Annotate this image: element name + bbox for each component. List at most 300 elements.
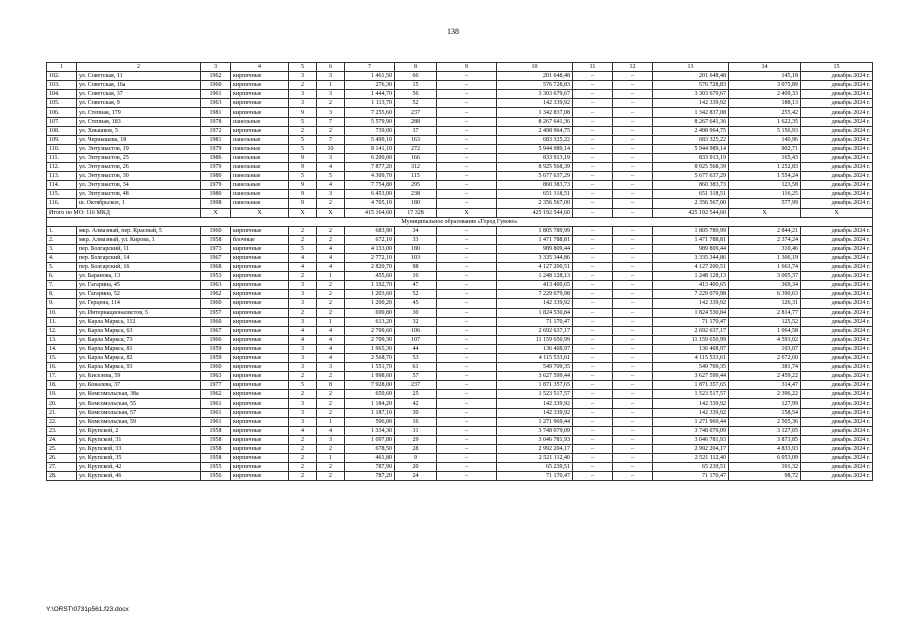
table-cell: – [437, 290, 497, 299]
table-cell: 4 [317, 253, 345, 262]
table-cell: – [613, 317, 653, 326]
table-cell: 140,96 [729, 135, 801, 144]
table-cell: – [613, 426, 653, 435]
table-cell: – [573, 181, 613, 190]
table-cell: – [437, 372, 497, 381]
table-cell: 1959 [201, 354, 231, 363]
table-cell: 1 342 837,08 [497, 108, 573, 117]
table-cell: 3 [317, 435, 345, 444]
table-cell: ул. Комсомольская, 55 [77, 399, 201, 408]
table-cell: 3 [317, 72, 345, 81]
table-cell: 833 913,19 [653, 153, 729, 162]
table-cell: – [573, 226, 613, 235]
table-row [47, 172, 873, 181]
table-cell: 2 992 204,17 [653, 444, 729, 453]
table-cell: – [573, 163, 613, 172]
total-cell: X [437, 208, 497, 217]
table-cell: 3 627 599,44 [497, 372, 573, 381]
table-cell: – [573, 344, 613, 353]
table-cell: 103 [395, 253, 437, 262]
table-cell: декабрь 2024 г. [801, 81, 873, 90]
table-cell: 3 303 679,67 [497, 90, 573, 99]
table-cell: 1960 [201, 363, 231, 372]
table-cell: 1 248 128,13 [497, 272, 573, 281]
table-cell: 1 805 789,99 [653, 226, 729, 235]
table-cell: 4 127 200,51 [497, 263, 573, 272]
table-cell: 2 820,70 [345, 263, 395, 272]
table-cell: панельные [231, 172, 289, 181]
table-cell: 739,00 [345, 126, 395, 135]
table-cell: ул. Карла Маркса, 73 [77, 335, 201, 344]
table-cell: 3 127,05 [729, 426, 801, 435]
table-cell: – [437, 326, 497, 335]
table-cell: 136 408,97 [497, 344, 573, 353]
table-cell: 2 [289, 390, 317, 399]
table-row [47, 226, 873, 235]
table-cell: 3 748 079,09 [653, 426, 729, 435]
total-cell: 425 192 544,60 [497, 208, 573, 217]
table-cell: 1959 [201, 344, 231, 353]
table-cell: 108. [47, 126, 77, 135]
table-cell: 5 944 989,14 [497, 144, 573, 153]
table-cell: кирпичные [231, 344, 289, 353]
table-cell: 2 [317, 390, 345, 399]
table-cell: – [573, 426, 613, 435]
table-cell: 1 [317, 454, 345, 463]
table-cell: 2 [289, 126, 317, 135]
table-cell: 902,71 [729, 144, 801, 153]
table-cell: 2 [317, 226, 345, 235]
table-cell: – [437, 235, 497, 244]
table-cell: 2 814,77 [729, 308, 801, 317]
table-cell: 8 267 641,36 [653, 117, 729, 126]
table-cell: 158,54 [729, 408, 801, 417]
table-cell: декабрь 2024 г. [801, 290, 873, 299]
table-cell: 1 184,20 [345, 399, 395, 408]
table-cell: 13. [47, 335, 77, 344]
table-cell: 3 873,85 [729, 435, 801, 444]
table-cell: 47 [395, 281, 437, 290]
table-cell: 4 115 533,61 [653, 354, 729, 363]
table-cell: – [573, 235, 613, 244]
table-cell: 8 141,10 [345, 144, 395, 153]
table-cell: панельные [231, 163, 289, 172]
table-cell: 1958 [201, 235, 231, 244]
table-cell: – [613, 190, 653, 199]
table-cell: 107. [47, 117, 77, 126]
table-row [47, 444, 873, 453]
table-cell: декабрь 2024 г. [801, 299, 873, 308]
table-cell: ул. Интернационалистов, 5 [77, 308, 201, 317]
table-cell: – [437, 463, 497, 472]
table-cell: панельные [231, 144, 289, 153]
table-cell: кирпичные [231, 299, 289, 308]
page-number: 138 [447, 27, 459, 36]
table-cell: панельные [231, 181, 289, 190]
table-cell: 4 [317, 326, 345, 335]
table-row [47, 299, 873, 308]
table-cell: – [437, 253, 497, 262]
table-cell: – [437, 417, 497, 426]
table-cell: 126,31 [729, 299, 801, 308]
table-cell: декабрь 2024 г. [801, 99, 873, 108]
table-cell: 142 339,92 [497, 299, 573, 308]
table-cell: 2 356 567,00 [653, 199, 729, 208]
table-cell: – [437, 117, 497, 126]
table-cell: – [613, 163, 653, 172]
table-cell: 237 [395, 381, 437, 390]
table-cell: 314,47 [729, 381, 801, 390]
table-cell: 3 [317, 153, 345, 162]
table-cell: 1 523 517,57 [653, 390, 729, 399]
table-cell: – [613, 408, 653, 417]
table-cell: 1968 [201, 263, 231, 272]
table-cell: – [613, 354, 653, 363]
table-cell: 106 [395, 326, 437, 335]
table-cell: – [613, 454, 653, 463]
table-cell: 3 [317, 90, 345, 99]
table-cell: 672,10 [345, 235, 395, 244]
table-cell: – [613, 81, 653, 90]
table-cell: декабрь 2024 г. [801, 344, 873, 353]
table-cell: ул. Энтузиастов, 25 [77, 153, 201, 162]
table-cell: 145,18 [729, 72, 801, 81]
table-cell: – [437, 163, 497, 172]
table-cell: ул. Энтузиастов, 48 [77, 190, 201, 199]
table-cell: – [613, 381, 653, 390]
table-cell: 1960 [201, 81, 231, 90]
table-cell: 2 498 964,75 [497, 126, 573, 135]
table-cell: – [613, 172, 653, 181]
table-cell: 15. [47, 354, 77, 363]
table-cell: 4 309,70 [345, 172, 395, 181]
table-cell: – [613, 126, 653, 135]
table-cell: 14. [47, 344, 77, 353]
table-cell: 5 677 637,29 [653, 172, 729, 181]
table-cell: – [437, 381, 497, 390]
table-cell: 2 498 964,75 [653, 126, 729, 135]
table-cell: 3 303 679,67 [653, 90, 729, 99]
table-row [47, 99, 873, 108]
table-cell: 1978 [201, 117, 231, 126]
table-cell: кирпичные [231, 472, 289, 481]
table-cell: 1953 [201, 272, 231, 281]
table-cell: 1957 [201, 308, 231, 317]
table-cell: 1 444,70 [345, 90, 395, 99]
table-cell: 276,30 [345, 81, 395, 90]
table-cell: 2 568,70 [345, 354, 395, 363]
housing-register-table [46, 62, 873, 481]
table-cell: ул. Комсомольская, 38а [77, 390, 201, 399]
table-cell: 659,60 [345, 390, 395, 399]
table-cell: – [573, 253, 613, 262]
table-cell: 8. [47, 290, 77, 299]
table-cell: кирпичные [231, 281, 289, 290]
table-cell: кирпичные [231, 372, 289, 381]
table-cell: – [573, 90, 613, 99]
table-cell: – [573, 144, 613, 153]
table-cell: декабрь 2024 г. [801, 417, 873, 426]
table-row [47, 163, 873, 172]
table-cell: 201 648,48 [497, 72, 573, 81]
table-cell: 71 170,47 [497, 317, 573, 326]
table-cell: – [613, 444, 653, 453]
table-cell: – [613, 417, 653, 426]
table-cell: декабрь 2024 г. [801, 244, 873, 253]
table-cell: 3 [289, 399, 317, 408]
table-row [47, 126, 873, 135]
table-cell: 116,25 [729, 190, 801, 199]
table-cell: 136 408,97 [653, 344, 729, 353]
table-row [47, 253, 873, 262]
table-cell: – [613, 108, 653, 117]
table-cell: декабрь 2024 г. [801, 235, 873, 244]
table-cell: 576 728,83 [497, 81, 573, 90]
table-cell: 3 [317, 363, 345, 372]
table-cell: кирпичные [231, 408, 289, 417]
table-cell: 1 554,24 [729, 172, 801, 181]
table-cell: 142 339,92 [653, 399, 729, 408]
column-number: 11 [573, 63, 613, 72]
table-cell: – [573, 399, 613, 408]
table-cell: – [437, 335, 497, 344]
table-cell: 28 [395, 444, 437, 453]
table-cell: 5 [289, 135, 317, 144]
table-cell: 2 709,30 [345, 335, 395, 344]
table-cell: 71 170,47 [497, 472, 573, 481]
table-cell: – [613, 244, 653, 253]
table-cell: 26. [47, 454, 77, 463]
table-cell: декабрь 2024 г. [801, 172, 873, 181]
table-cell: ул. Баранова, 13 [77, 272, 201, 281]
table-cell: – [437, 263, 497, 272]
table-cell: – [613, 372, 653, 381]
table-cell: кирпичные [231, 108, 289, 117]
table-cell: декабрь 2024 г. [801, 253, 873, 262]
table-cell: 9 [289, 199, 317, 208]
table-cell: – [437, 390, 497, 399]
table-cell: кирпичные [231, 308, 289, 317]
table-cell: 1980 [201, 172, 231, 181]
table-cell: 2 [317, 199, 345, 208]
table-cell: 1980 [201, 190, 231, 199]
table-cell: 7 229 079,98 [497, 290, 573, 299]
table-row [47, 263, 873, 272]
table-row [47, 372, 873, 381]
table-cell: 1962 [201, 72, 231, 81]
table-cell: 3 [289, 72, 317, 81]
table-cell: 1960 [201, 299, 231, 308]
table-cell: ул. Энтузиастов, 30 [77, 172, 201, 181]
column-number: 4 [231, 63, 289, 72]
column-number: 7 [345, 63, 395, 72]
table-cell: 1 [317, 81, 345, 90]
table-cell: 4. [47, 253, 77, 262]
table-cell: декабрь 2024 г. [801, 408, 873, 417]
table-cell: – [437, 190, 497, 199]
table-cell: ул. Крупской, 33 [77, 444, 201, 453]
table-cell: ул. Чернышева, 18 [77, 135, 201, 144]
table-cell: 1960 [201, 226, 231, 235]
column-number: 8 [395, 63, 437, 72]
table-cell: 2 [289, 454, 317, 463]
table-cell: 651 318,51 [497, 190, 573, 199]
table-cell: – [573, 117, 613, 126]
section-row [47, 217, 873, 226]
table-row [47, 354, 873, 363]
table-cell: 163 [395, 135, 437, 144]
table-cell: 413 400,65 [497, 281, 573, 290]
table-cell: – [437, 317, 497, 326]
table-cell: – [573, 108, 613, 117]
table-cell: 288 [395, 117, 437, 126]
table-row [47, 199, 873, 208]
table-cell: ул. Энтузиастов, 26 [77, 163, 201, 172]
table-cell: 3 [289, 363, 317, 372]
table-cell: – [437, 454, 497, 463]
table-cell: декабрь 2024 г. [801, 281, 873, 290]
table-cell: – [437, 90, 497, 99]
table-cell: 1. [47, 226, 77, 235]
table-cell: – [613, 181, 653, 190]
table-cell: ул. Крупской, 2 [77, 426, 201, 435]
table-cell: 3 005,37 [729, 272, 801, 281]
table-cell: декабрь 2024 г. [801, 390, 873, 399]
table-cell: 115 [395, 172, 437, 181]
table-cell: – [573, 454, 613, 463]
table-cell: 9 [395, 454, 437, 463]
table-cell: 3 748 079,09 [497, 426, 573, 435]
table-cell: – [613, 390, 653, 399]
table-cell: 104. [47, 90, 77, 99]
table-row [47, 244, 873, 253]
table-cell: 37 [395, 126, 437, 135]
table-row [47, 190, 873, 199]
table-cell: кирпичные [231, 454, 289, 463]
table-cell: 201 648,48 [653, 72, 729, 81]
table-cell: 142 339,92 [653, 99, 729, 108]
table-cell: – [613, 299, 653, 308]
table-cell: 413 400,65 [653, 281, 729, 290]
table-cell: кирпичные [231, 272, 289, 281]
table-cell: 4 133,00 [345, 244, 395, 253]
table-cell: 4 [317, 163, 345, 172]
table-cell: – [437, 399, 497, 408]
table-cell: 10. [47, 308, 77, 317]
table-cell: 2 [317, 472, 345, 481]
table-cell: декабрь 2024 г. [801, 426, 873, 435]
table-cell: 2 [317, 372, 345, 381]
table-cell: ул. Комсомольская, 57 [77, 408, 201, 417]
table-cell: 45 [395, 299, 437, 308]
table-cell: 7 [317, 117, 345, 126]
column-number: 12 [613, 63, 653, 72]
table-cell: 20 [395, 463, 437, 472]
table-cell: 127,99 [729, 399, 801, 408]
table-cell: 3 [317, 108, 345, 117]
table-cell: 56 [395, 90, 437, 99]
table-cell: 1 824 530,84 [497, 308, 573, 317]
table-cell: декабрь 2024 г. [801, 472, 873, 481]
table-cell: 1972 [201, 126, 231, 135]
table-cell: ул. Киселева, 59 [77, 372, 201, 381]
table-cell: 19. [47, 390, 77, 399]
table-cell: 5 156,93 [729, 126, 801, 135]
table-cell: 8 267 641,36 [497, 117, 573, 126]
table-cell: ул. Гагарина, 45 [77, 281, 201, 290]
table-cell: 4 127 200,51 [653, 263, 729, 272]
table-cell: – [437, 281, 497, 290]
table-cell: 105. [47, 99, 77, 108]
table-cell: 2 [317, 290, 345, 299]
table-cell: – [613, 99, 653, 108]
table-cell: 1 187,10 [345, 408, 395, 417]
table-cell: 4 [289, 335, 317, 344]
table-cell: 989 809,44 [497, 244, 573, 253]
table-cell: ул. Степная, 183 [77, 117, 201, 126]
section-title: Муниципальное образование «Город Гуково» [47, 217, 873, 226]
table-cell: 1 663,74 [729, 263, 801, 272]
table-cell: 110. [47, 144, 77, 153]
table-cell: кирпичные [231, 126, 289, 135]
table-cell: – [613, 135, 653, 144]
table-cell: кирпичные [231, 354, 289, 363]
table-cell: – [613, 263, 653, 272]
column-number: 9 [437, 63, 497, 72]
table-row [47, 117, 873, 126]
table-cell: 1958 [201, 426, 231, 435]
table-cell: 1 622,35 [729, 117, 801, 126]
table-cell: – [573, 172, 613, 181]
table-row [47, 381, 873, 390]
table-cell: 2 521 112,40 [653, 454, 729, 463]
table-cell: декабрь 2024 г. [801, 435, 873, 444]
table-cell: 11 159 650,99 [497, 335, 573, 344]
table-cell: 2 [289, 226, 317, 235]
table-cell: 1981 [201, 135, 231, 144]
table-cell: декабрь 2024 г. [801, 308, 873, 317]
table-cell: 142 339,92 [653, 299, 729, 308]
table-cell: панельные [231, 135, 289, 144]
table-cell: – [437, 135, 497, 144]
column-number-row [47, 63, 873, 72]
table-cell: – [573, 190, 613, 199]
table-cell: 4 [317, 426, 345, 435]
table-row [47, 90, 873, 99]
table-cell: 2 [289, 81, 317, 90]
table-cell: – [573, 472, 613, 481]
table-row [47, 72, 873, 81]
total-cell: X [317, 208, 345, 217]
table-cell: 1955 [201, 463, 231, 472]
table-cell: 32 [395, 317, 437, 326]
table-cell: кирпичные [231, 417, 289, 426]
table-cell: ул. Ковалева, 37 [77, 381, 201, 390]
table-row [47, 135, 873, 144]
table-cell: 24 [395, 472, 437, 481]
table-cell: – [573, 135, 613, 144]
table-cell: – [613, 90, 653, 99]
table-cell: 24. [47, 435, 77, 444]
total-cell: X [201, 208, 231, 217]
table-cell: 1956 [201, 472, 231, 481]
table-cell: – [437, 81, 497, 90]
table-cell: декабрь 2024 г. [801, 335, 873, 344]
table-cell: – [437, 226, 497, 235]
table-cell: кирпичные [231, 263, 289, 272]
table-cell: 3 046 781,93 [497, 435, 573, 444]
table-cell: 613,20 [345, 317, 395, 326]
